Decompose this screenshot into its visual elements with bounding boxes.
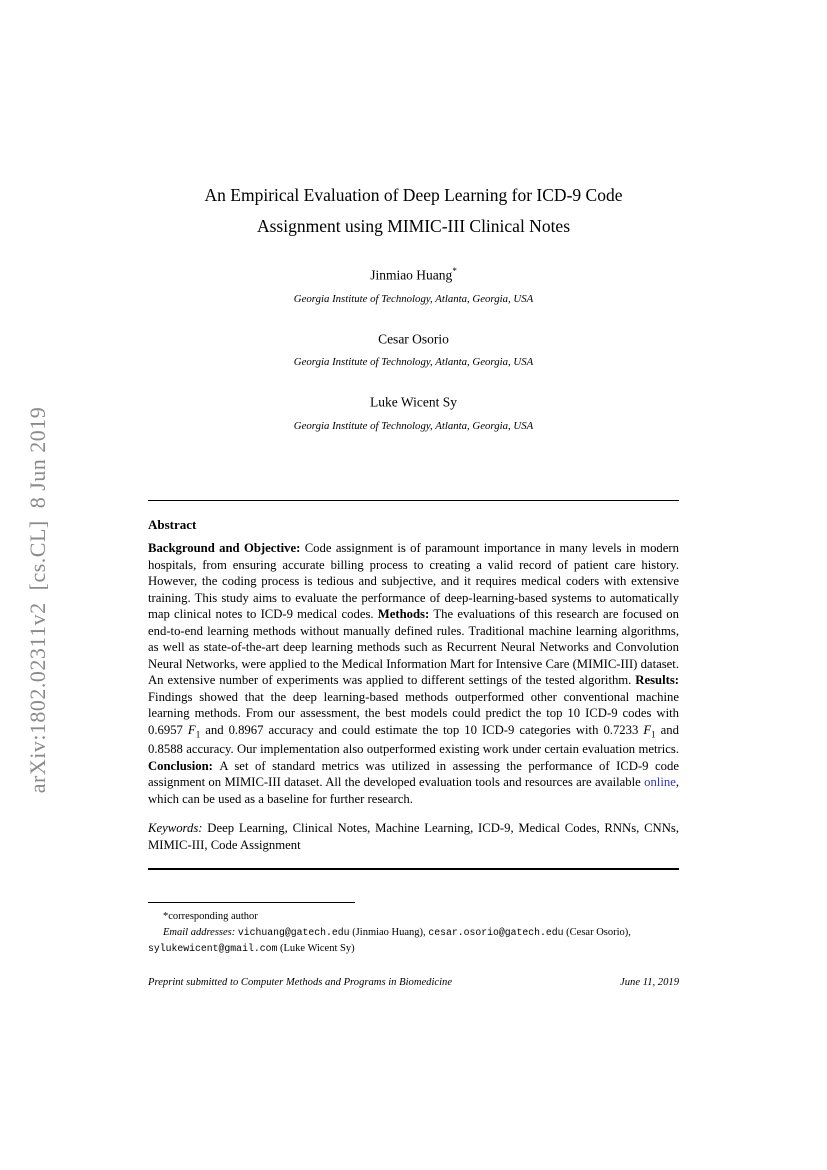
text-segment: Code assignment is of paramount importance in many levels in modern hospitals, from ensuring accurate billing process to creating a valid record of patient care history. However, the coding process is tedious and subjective, and it requires medical coders with extensive training. This study aims to evaluate the performance of deep-learning-based systems to automatically map clinical notes to ICD-9 medical codes. bbox=[148, 541, 679, 622]
text-segment: vichuang@gatech.edu bbox=[237, 926, 350, 938]
text-segment: Deep Learning, Clinical Notes, Machine Learning, ICD-9, Medical Codes, RNNs, CNNs, MIMIC-III, Code Assignment bbox=[148, 821, 679, 852]
authors-section bbox=[148, 266, 679, 432]
email-addresses bbox=[148, 925, 679, 958]
text-segment: Methods: bbox=[377, 607, 434, 622]
text-segment: F bbox=[643, 722, 652, 737]
author-affiliation: Georgia Institute of Technology, Atlanta, Georgia, USA bbox=[293, 419, 534, 432]
text-segment: and 0.8967 accuracy and could estimate the top 10 ICD-9 categories with 0.7233 bbox=[200, 722, 644, 737]
footer-date: June 11, 2019 bbox=[620, 977, 679, 988]
author-name bbox=[148, 266, 679, 284]
author-affiliation: Georgia Institute of Technology, Atlanta, Georgia, USA bbox=[293, 292, 534, 305]
text-segment: , which can be used as a baseline for further research. bbox=[148, 775, 679, 806]
text-segment: 1 bbox=[651, 729, 656, 740]
paper-title-line1: An Empirical Evaluation of Deep Learning for ICD-9 Code bbox=[204, 185, 623, 205]
author-name bbox=[148, 330, 679, 348]
footnote bbox=[148, 909, 679, 958]
text-segment: Findings showed that the deep learning-based methods outperformed other conventional machine learning methods. From our assessment, the best models could predict the top 10 ICD-9 codes with 0.6957 bbox=[148, 689, 679, 737]
text-segment: sylukewicent@gmail.com bbox=[148, 943, 278, 955]
text-segment: The evaluations of this research are focused on end-to-end learning methods without manually defined rules. Traditional machine learning algorithms, as well as state-of-the-art deep learning methods such as Recurrent Neural Networks and Convolution Neural Networks, were applied to the Medical Information Mart for Intensive Care (MIMIC-III) dataset. An extensive number of experiments was applied to different settings of the tested algorithm. bbox=[148, 607, 679, 688]
text-segment: Keywords: bbox=[148, 821, 208, 836]
arxiv-watermark: arXiv:1802.02311v2 [cs.CL] 8 Jun 2019 bbox=[25, 406, 50, 794]
abstract-top-rule bbox=[148, 500, 679, 502]
text-segment: Results: bbox=[635, 673, 679, 688]
keywords-text bbox=[148, 820, 679, 853]
paper-title-line2: Assignment using MIMIC-III Clinical Notes bbox=[256, 215, 571, 236]
text-segment: F bbox=[187, 722, 196, 737]
text-segment: Background and Objective: bbox=[148, 541, 305, 556]
text-segment: A set of standard metrics was utilized in assessing the performance of ICD-9 code assignment on MIMIC-III dataset. All the developed evaluation tools and resources are available bbox=[148, 758, 679, 790]
author-name-text: Jinmiao Huang bbox=[370, 267, 453, 283]
page-footer bbox=[148, 977, 679, 988]
abstract-heading: Abstract bbox=[148, 517, 197, 533]
author-marker: * bbox=[452, 266, 457, 277]
text-segment: and 0.8588 accuracy. Our implementation also outperformed existing work under certain evaluation metrics. bbox=[148, 722, 679, 757]
text-segment: (Luke Wicent Sy) bbox=[277, 943, 355, 955]
footer-journal-note: Preprint submitted to Computer Methods and Programs in Biomedicine bbox=[148, 977, 453, 988]
corresponding-author-note: *corresponding author bbox=[163, 910, 258, 922]
text-segment: Conclusion: bbox=[148, 758, 220, 773]
online-resources-link[interactable]: online bbox=[644, 775, 676, 790]
abstract-bottom-rule bbox=[148, 868, 679, 870]
text-segment: (Cesar Osorio), bbox=[563, 926, 631, 938]
paper-content bbox=[148, 0, 679, 957]
text-segment: 1 bbox=[195, 729, 201, 740]
author-affiliation: Georgia Institute of Technology, Atlanta, Georgia, USA bbox=[293, 356, 534, 369]
text-segment: cesar.osorio@gatech.edu bbox=[428, 926, 564, 938]
text-segment: Email addresses: bbox=[163, 926, 238, 938]
footnote-rule bbox=[148, 902, 355, 903]
author-name-text: Luke Wicent Sy bbox=[370, 394, 457, 410]
text-segment: (Jinmiao Huang), bbox=[349, 926, 429, 938]
author-name-text: Cesar Osorio bbox=[378, 331, 449, 347]
author-name bbox=[148, 393, 679, 411]
paper-title bbox=[148, 180, 679, 241]
abstract-text bbox=[148, 540, 679, 807]
